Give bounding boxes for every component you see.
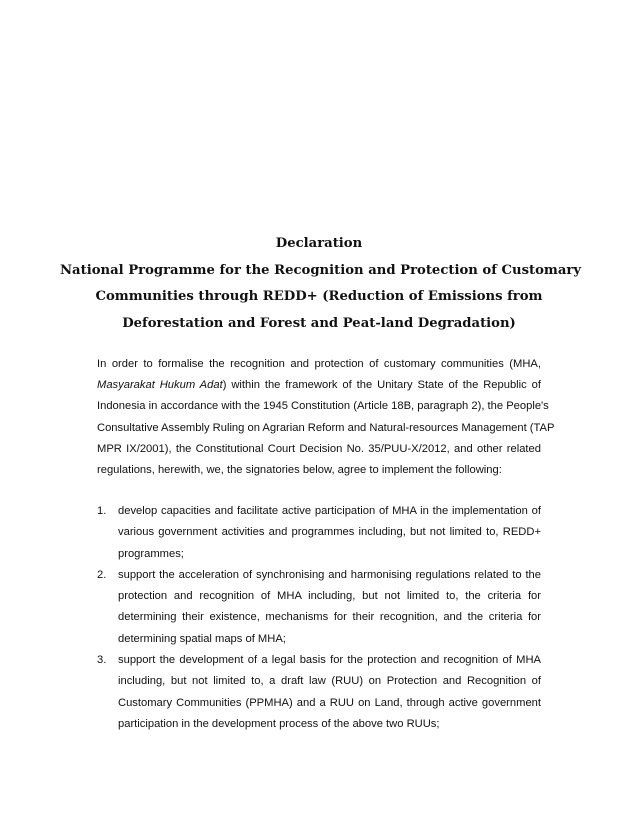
list-item-line: participation in the development process of the above two RUUs; xyxy=(118,717,440,730)
list-item-number: 3. xyxy=(97,654,107,667)
intro-line: regulations, herewith, we, the signatories below, agree to implement the following: xyxy=(97,463,502,476)
list-item-line: support the acceleration of synchronising and harmonising regulations related to the xyxy=(118,568,541,581)
intro-line: Consultative Assembly Ruling on Agrarian Reform and Natural-resources Management (TAP xyxy=(97,421,555,434)
list-item-number: 2. xyxy=(97,568,107,581)
intro-line: In order to formalise the recognition and protection of customary communities (MHA, xyxy=(97,358,541,370)
intro-paragraph xyxy=(97,354,555,481)
list-item xyxy=(97,501,541,565)
list-item-line: programmes; xyxy=(118,547,184,560)
intro-line-rest: ) within the framework of the Unitary State of the Republic of xyxy=(222,379,541,392)
intro-line: Indonesia in accordance with the 1945 Constitution (Article 18B, paragraph 2), the People's xyxy=(97,400,549,413)
agreement-list xyxy=(97,501,541,735)
list-item xyxy=(97,565,541,650)
list-item xyxy=(97,650,541,735)
list-item-line: determining spatial maps of MHA; xyxy=(118,632,286,645)
title-line-3: Communities through REDD+ (Reduction of Emissions from xyxy=(95,289,543,304)
intro-line: MPR IX/2001), the Constitutional Court Decision No. 35/PUU-X/2012, and other related xyxy=(97,442,541,455)
document-title xyxy=(60,231,581,337)
list-item-number: 1. xyxy=(97,505,107,517)
intro-italic-term: Masyarakat Hukum Adat xyxy=(97,379,223,392)
list-item-line: develop capacities and facilitate active participation of MHA in the implementation of xyxy=(118,505,541,517)
list-item-line: various government activities and programmes including, but not limited to, REDD+ xyxy=(118,526,541,539)
title-heading: Declaration xyxy=(275,236,363,251)
title-line-2: National Programme for the Recognition and Protection of Customary xyxy=(60,262,581,278)
list-item-line: including, but not limited to, a draft law (RUU) on Protection and Recognition of xyxy=(118,675,541,688)
title-line-4: Deforestation and Forest and Peat-land Degradation) xyxy=(122,315,516,331)
list-item-line: determining their existence, mechanisms for their recognition, and the criteria for xyxy=(118,611,541,624)
list-item-line: Customary Communities (PPMHA) and a RUU on Land, through active government xyxy=(118,696,541,709)
list-item-line: support the development of a legal basis for the protection and recognition of MHA xyxy=(118,654,541,667)
intro-line xyxy=(97,375,541,396)
list-item-line: protection and recognition of MHA including, but not limited to, the criteria for xyxy=(118,590,541,603)
